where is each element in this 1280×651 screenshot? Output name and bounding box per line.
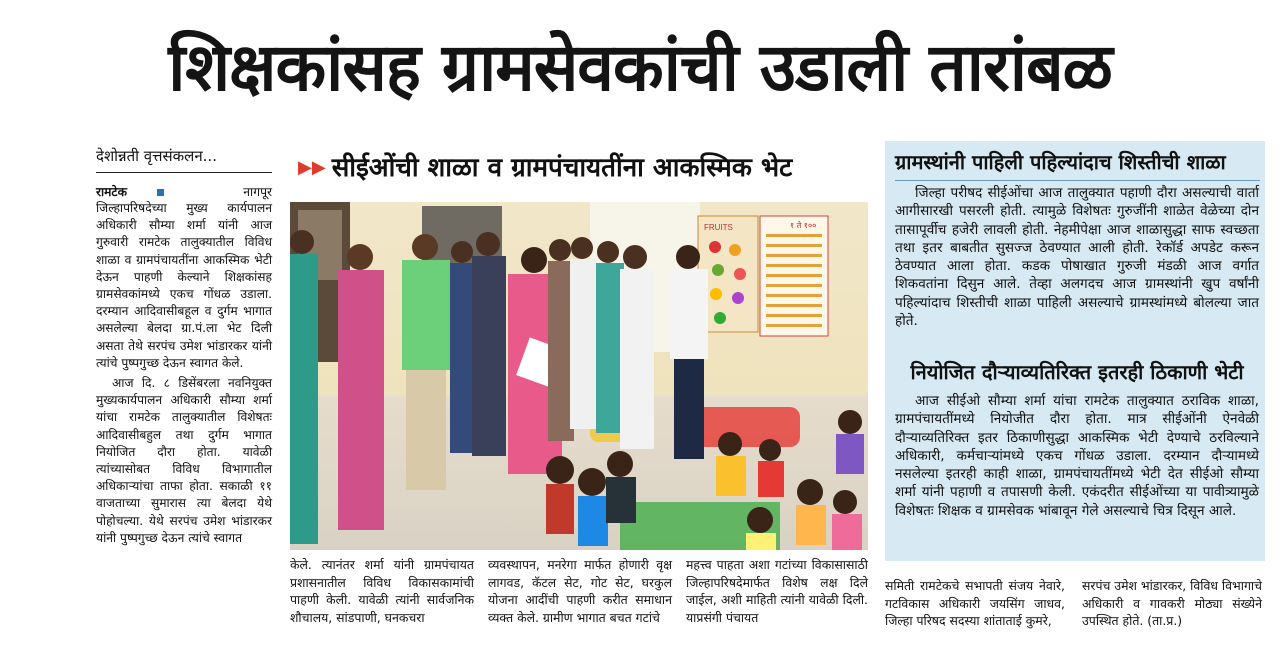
bottom-column-5: सरपंच उमेश भांडारकर, विविध विभागाचे अधिकारी व गावकरी मोठ्या संख्येने उपस्थित होते. (ता.प्र.) xyxy=(1082,578,1262,629)
poster-left-label: FRUITS xyxy=(704,223,733,232)
sidebar-divider xyxy=(895,180,1260,181)
left-paragraph-1: जिल्हापरिषदेच्या मुख्य कार्यपालन अधिकारी सौम्या शर्मा यांनी आज गुरुवारी रामटेक तालुक्यातील विविध शाळा व ग्रामपंचायतींना आकस्मिक भेटी देऊन पाहणी केल्याने शिक्षकांसह ग्रामसेवकांमध्ये एकच गोंधळ उडाला. दरम्यान आदिवासीबहूल व दुर्गम भागात असलेल्या बेलदा ग्रा.पं.ला भेट दिली असता तेथे सरपंच उमेश भांडारकर यांनी त्यांचे पुष्पगुच्छ देऊन स्वागत केले. xyxy=(96,201,272,370)
bottom-column-4: समिती रामटेकचे सभापती संजय नेवारे, गटविकास अधिकारी जयसिंग जाधव, जिल्हा परिषद सदस्या शांताताई कुमरे, xyxy=(885,578,1065,629)
sidebar-title: ग्रामस्थांनी पाहिली पहिल्यांदाच शिस्तीची शाळा xyxy=(895,150,1226,174)
left-paragraph-2: आज दि. ८ डिसेंबरला नवनियुक्त मुख्यकार्यपालन अधिकारी सौम्या शर्मा यांचा रामटेक तालुक्यातील विशेषतः आदिवासीबहुल तथा दुर्गम भागात नियोजित दौरा होता. यावेळी त्यांच्यासोबत विविध विभागातील अधिकाऱ्यांचा ताफा होता. सकाळी ११ वाजताच्या सुमारास त्या बेलदा येथे पोहोचल्या. येथे सरपंच उमेश भांडारकर यांनी पुष्पगुच्छ देऊन त्यांचे स्वागत xyxy=(96,376,272,545)
news-photo xyxy=(290,202,868,550)
bottom-column-3: महत्त्व पाहता अशा गटांच्या विकासासाठी जिल्हापरिषदेमार्फत विशेष लक्ष दिले जाईल, अशी माहिती त्यांनी यावेळी दिली. याप्रसंगी पंचायत xyxy=(686,557,868,625)
left-column xyxy=(96,183,272,550)
bottom-column-2: व्यवस्थापन, मनरेगा मार्फत होणारी वृक्ष लागवड, कॅटल सेट, गोट सेट, घरकुल योजना आदींची पाहणी करीत समाधान व्यक्त केले. ग्रामीण भागात बचत गटांचे xyxy=(488,557,672,625)
double-arrow-icon: ▶▶ xyxy=(298,157,326,178)
subheadline-text: सीईओंची शाळा व ग्रामपंचायतींना आकस्मिक भेट xyxy=(331,153,793,183)
classroom-visit-photo xyxy=(290,202,868,550)
poster-right-label: १ ते १०० xyxy=(790,221,817,230)
sidebar-title-2: नियोजित दौऱ्याव्यतिरिक्त इतरही ठिकाणी भेटी xyxy=(910,360,1244,384)
dateline-city: नागपूर xyxy=(243,185,272,199)
byline: देशोन्नती वृत्तसंकलन... xyxy=(96,147,217,165)
subheadline xyxy=(298,148,792,184)
bottom-column-1: केले. त्यानंतर शर्मा यांनी ग्रामपंचायत प्रशासनातील विविध विकासकामांची पाहणी केली. यावेळी त्यांनी सार्वजनिक शौचालय, सांडपाणी, घनकचरा xyxy=(290,557,474,625)
headline: शिक्षकांसह ग्रामसेवकांची उडाली तारांबळ xyxy=(168,29,1112,106)
sidebar-paragraph-1: जिल्हा परीषद सीईओंचा आज तालुक्यात पहाणी दौरा असल्याची वार्ता आगीसारखी पसरली होती. त्यामुळे विशेषतः गुरुजींनी शाळेत वेळेच्या दोन तासापूर्वीच हजेरी लावली होती. नेहमीपेक्षा आज शाळासुद्धा साफ स्वच्छता तथा इतर बाबतीत सुसज्ज ठेवण्यात आली होती. रेकॉर्ड अपडेट करून ठेवण्यात आला होता. कडक पोषाखात गुरुजी मंडळी आज वर्गात शिकवतांना दिसुन आले. तेव्हा अलगदच आज ग्रामस्थांनी खुप वर्षांनी पहिल्यांदाच शिस्तीची शाळा पाहिली असल्याचे ग्रामस्थांमध्ये बोलल्या जात होते. xyxy=(895,185,1259,330)
sidebar-text-1 xyxy=(895,184,1259,330)
sidebar-text-2 xyxy=(895,392,1259,520)
sidebar-paragraph-2: आज सीईओ सौम्या शर्मा यांचा रामटेक तालुक्यात ठराविक शाळा, ग्रामपंचायतींमध्ये नियोजीत दौरा होता. मात्र सीईओंनी ऐनवेळी दौऱ्याव्यतिरिक्त इतर ठिकाणीसुद्धा आकस्मिक भेटी देण्याचे ठरविल्याने अधिकारी, कर्मचाऱ्यांमध्ये एकच गोंधळ उडाला. दरम्यान दौऱ्यामध्ये नसलेल्या इतरही काही शाळा, ग्रामपंचायतींमध्ये भेटी देत सीईओ सौम्या शर्मा यांनी पहाणी व तपासणी केली. एकंदरीत सीईओंच्या या पावीत्र्यामुळे विशेषतः शिक्षक व ग्रामसेवक भांबावून गेले असल्याचे चित्र दिसून आले. xyxy=(895,393,1259,519)
dateline-place: रामटेक xyxy=(96,185,127,199)
square-bullet-icon xyxy=(157,189,164,196)
byline-divider xyxy=(96,172,272,173)
